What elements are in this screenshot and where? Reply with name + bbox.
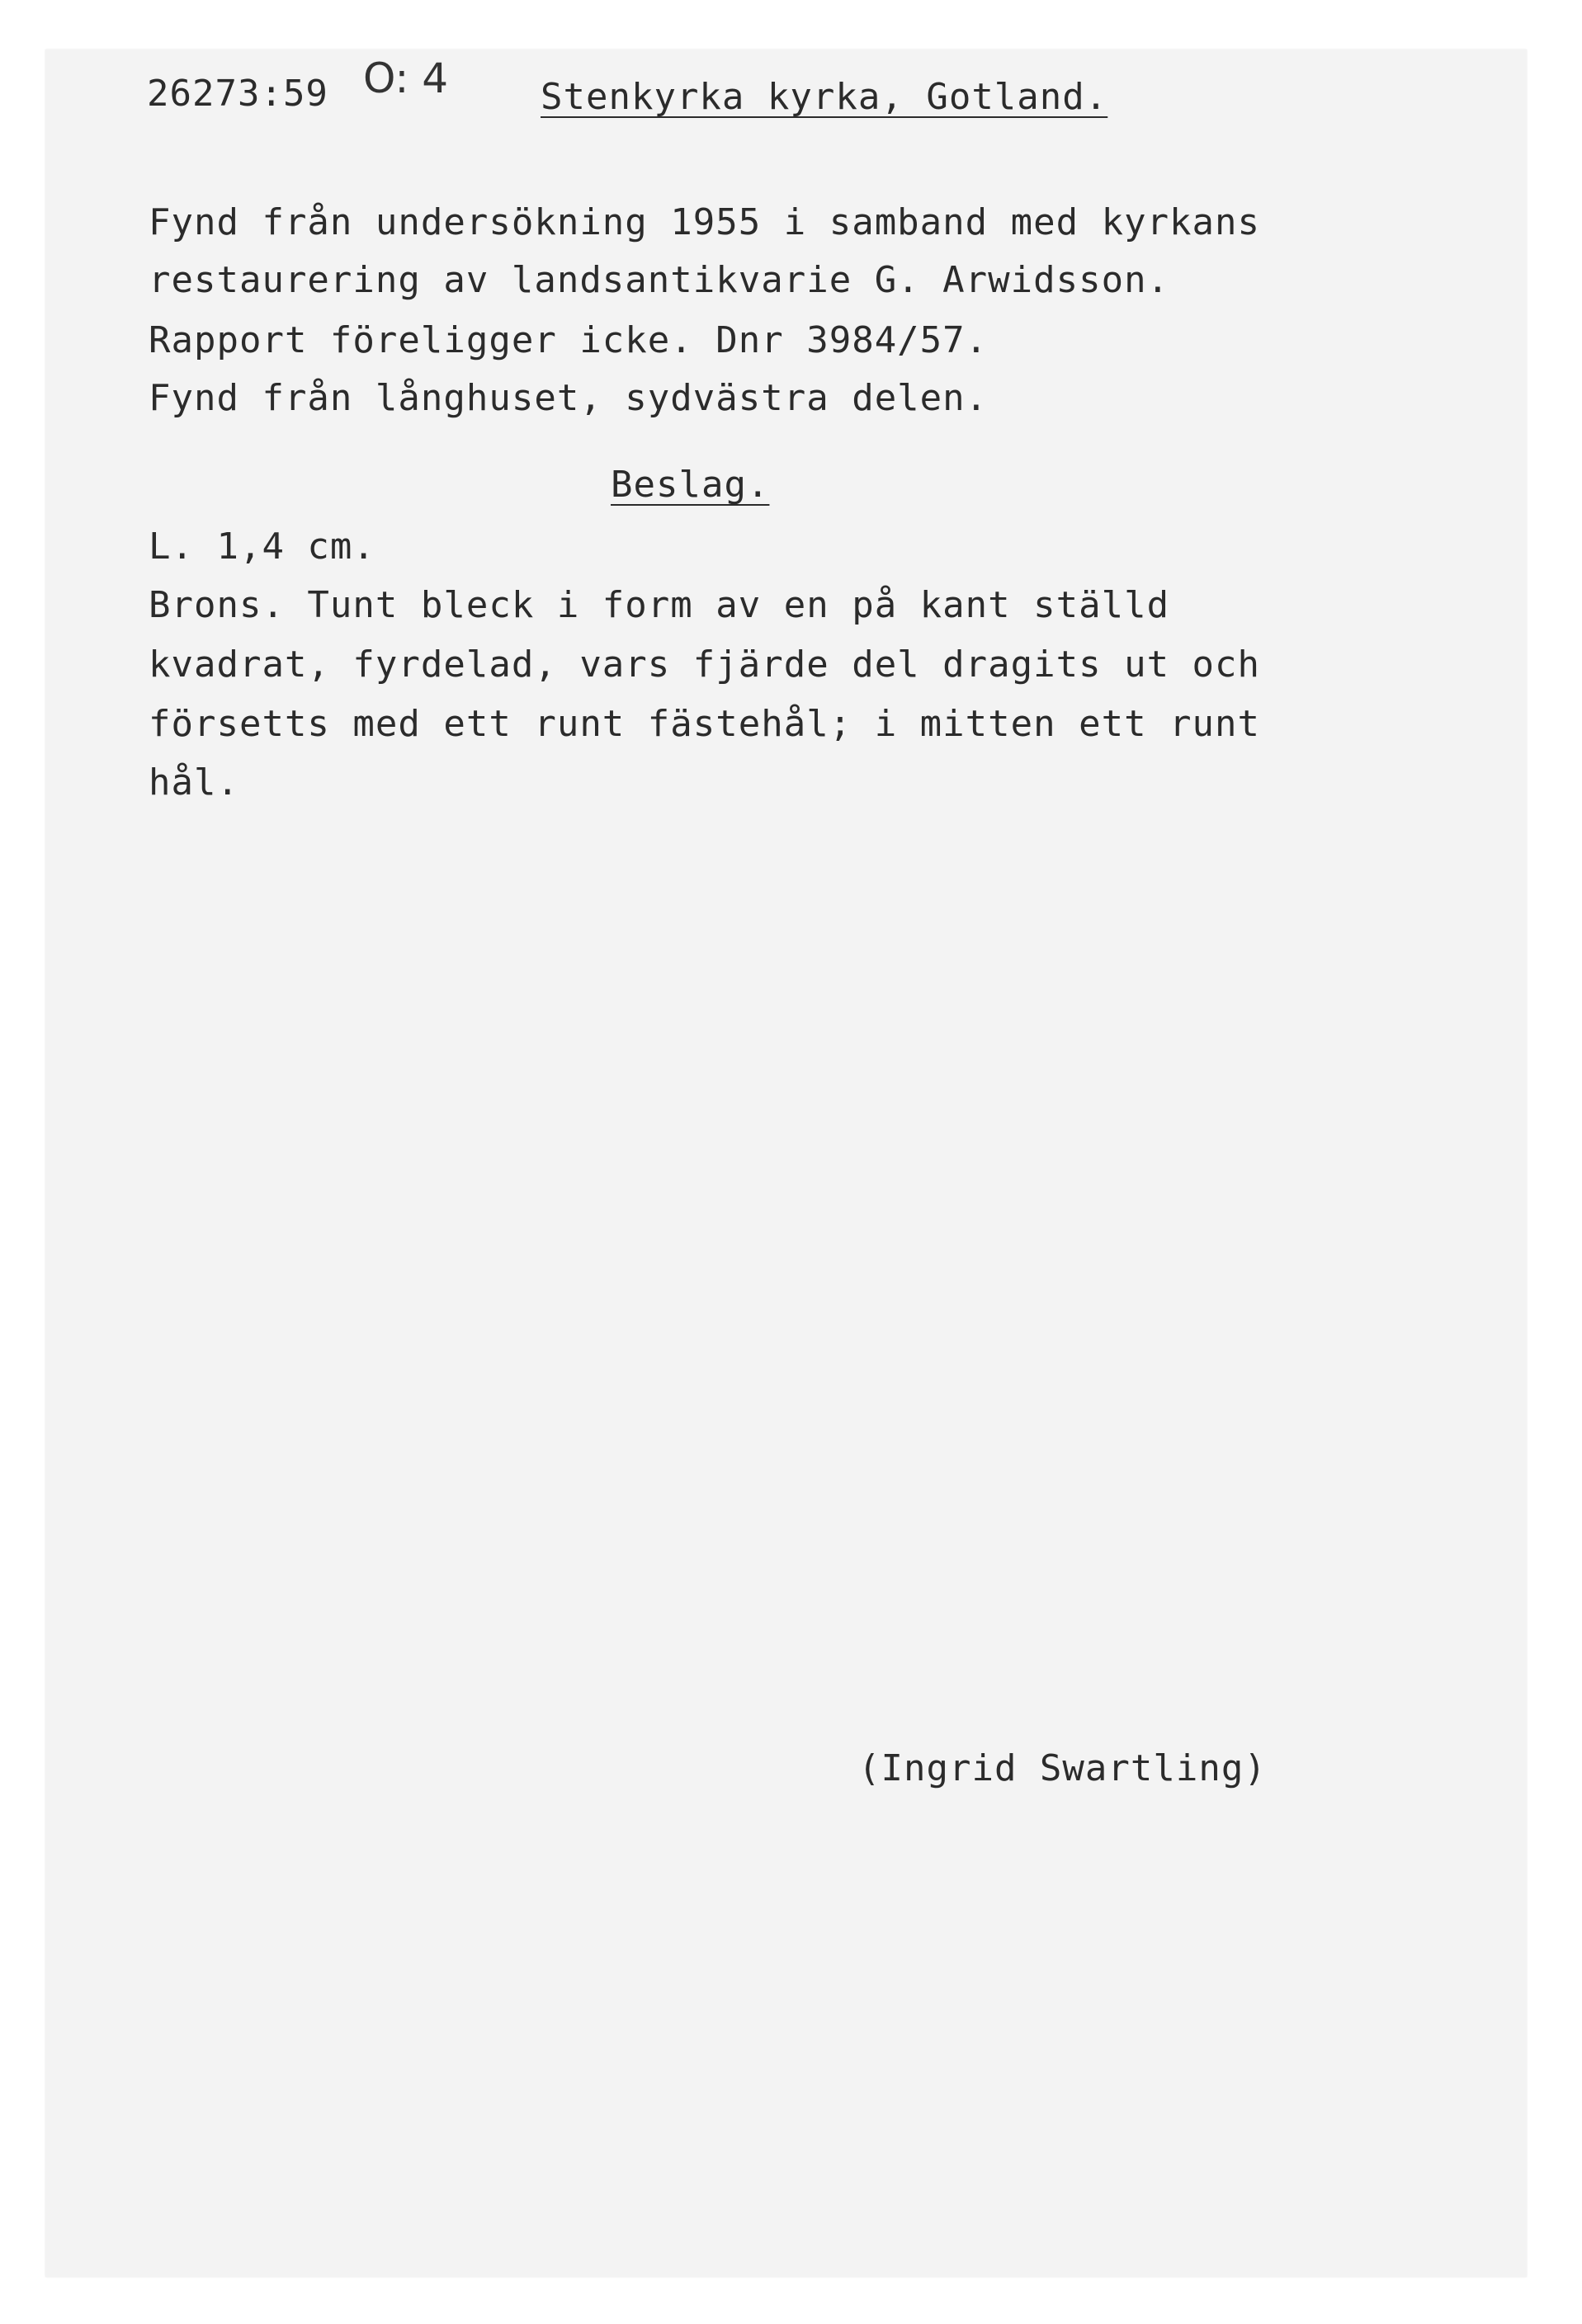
catalog-number: 26273:59 <box>147 73 328 115</box>
description-line: L. 1,4 cm. <box>149 526 375 568</box>
handwritten-note: O: 4 <box>363 54 449 102</box>
intro-line: Fynd från undersökning 1955 i samband med kyrkans <box>149 201 1261 243</box>
signature: (Ingrid Swartling) <box>858 1747 1267 1789</box>
description-line: försetts med ett runt fästehål; i mitten ett runt <box>149 703 1261 745</box>
description-line: Brons. Tunt bleck i form av en på kant ställd <box>149 584 1170 626</box>
intro-line: restaurering av landsantikvarie G. Arwidsson. <box>149 259 1170 301</box>
section-heading: Beslag. <box>611 464 770 506</box>
intro-line: Rapport föreligger icke. Dnr 3984/57. <box>149 319 989 361</box>
card-title: Stenkyrka kyrka, Gotland. <box>541 76 1108 118</box>
intro-line: Fynd från långhuset, sydvästra delen. <box>149 377 989 419</box>
description-line: kvadrat, fyrdelad, vars fjärde del dragits ut och <box>149 643 1261 686</box>
description-line: hål. <box>149 761 239 804</box>
